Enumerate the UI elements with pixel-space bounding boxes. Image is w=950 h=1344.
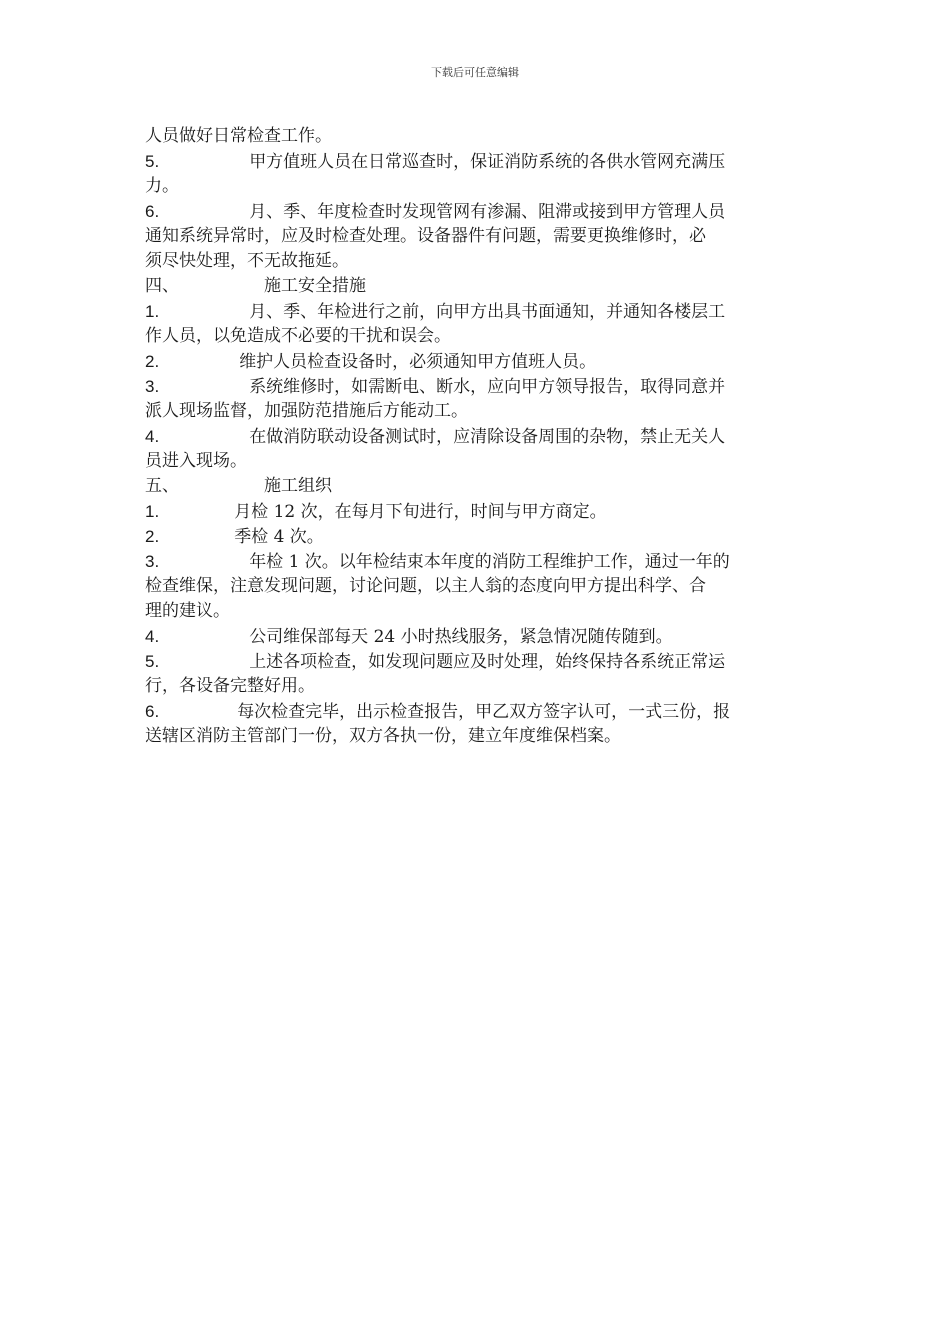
text-line	[145, 599, 805, 624]
section-title: 施工安全措施	[264, 276, 366, 296]
item-text: 公司维保部每天 24 小时热线服务，紧急情况随传随到。	[249, 627, 673, 647]
page-header: 下载后可任意编辑	[431, 66, 519, 79]
list-item-3	[145, 374, 805, 399]
item-number: 3.	[145, 552, 160, 571]
section-heading-4	[145, 274, 805, 299]
item-text: 系统维修时，如需断电、断水，应向甲方领导报告，取得同意并	[249, 377, 726, 397]
list-item-4	[145, 424, 805, 449]
text-line	[145, 574, 805, 599]
text-line	[145, 224, 805, 249]
document-body	[145, 124, 805, 749]
text-line	[145, 174, 805, 199]
item-number: 3.	[145, 377, 160, 396]
item-text: 季检 4 次。	[234, 527, 324, 547]
section-heading-5	[145, 474, 805, 499]
line-text: 作人员，以免造成不必要的干扰和误会。	[145, 326, 451, 346]
text-line	[145, 724, 805, 749]
list-item-6	[145, 699, 805, 724]
section-number: 五、	[145, 476, 179, 496]
line-text: 须尽快处理，不无故拖延。	[145, 251, 349, 271]
section-title: 施工组织	[264, 476, 332, 496]
item-number: 4.	[145, 427, 160, 446]
text-line	[145, 399, 805, 424]
line-text: 派人现场监督，加强防范措施后方能动工。	[145, 401, 468, 421]
list-item-2	[145, 349, 805, 374]
item-text: 年检 1 次。以年检结束本年度的消防工程维护工作，通过一年的	[249, 552, 730, 572]
line-text: 理的建议。	[145, 601, 230, 621]
line-text: 力。	[145, 176, 179, 196]
line-text: 员进入现场。	[145, 451, 247, 471]
item-number: 5.	[145, 152, 160, 171]
item-number: 2.	[145, 527, 160, 546]
list-item-1	[145, 499, 805, 524]
item-number: 6.	[145, 702, 160, 721]
item-number: 4.	[145, 627, 160, 646]
text-line	[145, 124, 805, 149]
item-number: 5.	[145, 652, 160, 671]
line-text: 送辖区消防主管部门一份，双方各执一份，建立年度维保档案。	[145, 726, 621, 746]
text-line	[145, 674, 805, 699]
item-text: 月、季、年检进行之前，向甲方出具书面通知，并通知各楼层工	[249, 302, 726, 322]
item-number: 2.	[145, 352, 160, 371]
item-text: 月检 12 次，在每月下旬进行，时间与甲方商定。	[234, 502, 607, 522]
item-text: 每次检查完毕，出示检查报告，甲乙双方签字认可，一式三份，报	[237, 702, 731, 722]
line-text: 通知系统异常时，应及时检查处理。设备器件有问题，需要更换维修时，必	[145, 226, 706, 246]
line-text: 检查维保，注意发现问题，讨论问题，以主人翁的态度向甲方提出科学、合	[145, 576, 706, 596]
text-line	[145, 324, 805, 349]
text-line	[145, 249, 805, 274]
item-text: 月、季、年度检查时发现管网有渗漏、阻滞或接到甲方管理人员	[249, 202, 726, 222]
list-item-4	[145, 624, 805, 649]
list-item-2	[145, 524, 805, 549]
item-number: 1.	[145, 302, 160, 321]
item-text: 维护人员检查设备时，必须通知甲方值班人员。	[239, 352, 597, 372]
item-text: 甲方值班人员在日常巡查时，保证消防系统的各供水管网充满压	[249, 152, 726, 172]
section-number: 四、	[145, 276, 179, 296]
item-text: 在做消防联动设备测试时，应清除设备周围的杂物，禁止无关人	[249, 427, 726, 447]
text-line	[145, 449, 805, 474]
line-text: 行，各设备完整好用。	[145, 676, 315, 696]
list-item-1	[145, 299, 805, 324]
item-number: 6.	[145, 202, 160, 221]
list-item-6	[145, 199, 805, 224]
list-item-5	[145, 149, 805, 174]
list-item-3	[145, 549, 805, 574]
item-text: 上述各项检查，如发现问题应及时处理，始终保持各系统正常运	[249, 652, 726, 672]
list-item-5	[145, 649, 805, 674]
item-number: 1.	[145, 502, 160, 521]
line-text: 人员做好日常检查工作。	[145, 126, 332, 146]
